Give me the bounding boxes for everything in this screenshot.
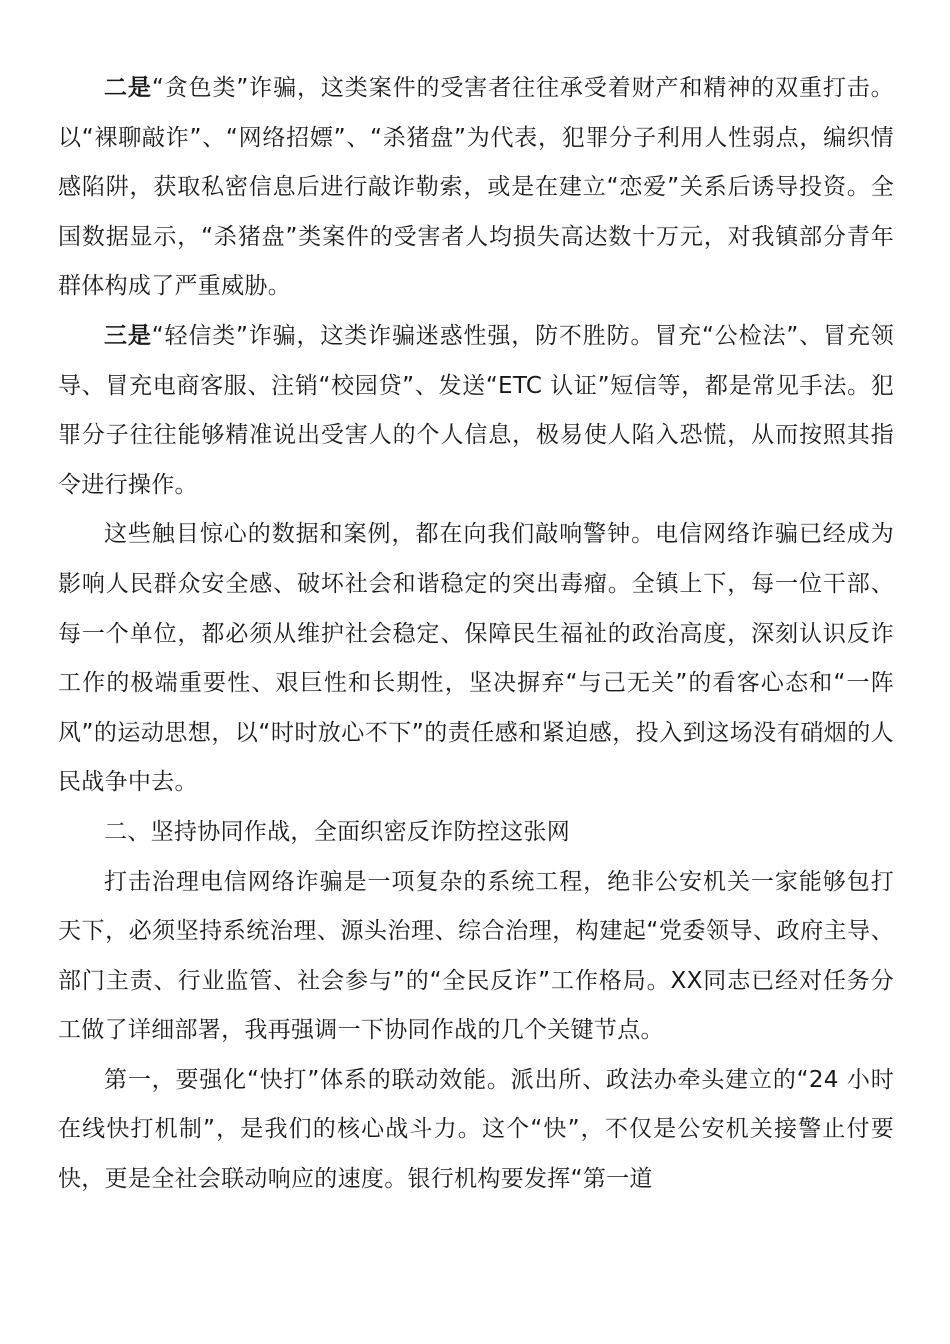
paragraph-text: 第一，要强化“快打”体系的联动效能。派出所、政法办牵头建立的“24 小时在线快打机制”，是我们的核心战斗力。这个“快”，不仅是公安机关接警止付要快，更是全社会联动响应的速度。银行机构要发挥“第一道 [58, 1066, 894, 1193]
section-heading [58, 808, 894, 858]
document-body [58, 64, 894, 1205]
paragraph-first-point [58, 1056, 894, 1205]
paragraph-lead: 三是 [104, 322, 152, 349]
paragraph-greed-fraud [58, 64, 894, 312]
paragraph-lead: 二是 [104, 75, 152, 101]
paragraph-system-governance [58, 858, 894, 1056]
paragraph-warning [58, 510, 894, 808]
paragraph-credulity-fraud [58, 312, 894, 510]
heading-text: 二、坚持协同作战，全面织密反诈防控这张网 [104, 818, 570, 845]
paragraph-text: 这些触目惊心的数据和案例，都在向我们敲响警钟。电信网络诈骗已经成为影响人民群众安全感、破坏社会和谐稳定的突出毒瘤。全镇上下，每一位干部、每一个单位，都必须从维护社会稳定、保障民生福祉的政治高度，深刻认识反诈工作的极端重要性、艰巨性和长期性，坚决摒弃“与己无关”的看客心态和“一阵风”的运动思想，以“时时放心不下”的责任感和紧迫感，投入到这场没有硝烟的人民战争中去。 [58, 521, 894, 796]
paragraph-text: “轻信类”诈骗，这类诈骗迷惑性强，防不胜防。冒充“公检法”、冒充领导、冒充电商客服、注销“校园贷”、发送“ETC 认证”短信等，都是常见手法。犯罪分子往往能够精准说出受害人的个人信息，极易使人陷入恐慌，从而按照其指令进行操作。 [58, 322, 895, 498]
paragraph-text: “贪色类”诈骗，这类案件的受害者往往承受着财产和精神的双重打击。以“裸聊敲诈”、“网络招嫖”、“杀猪盘”为代表，犯罪分子利用人性弱点，编织情感陷阱，获取私密信息后进行敲诈勒索，或是在建立“恋爱”关系后诱导投资。全国数据显示，“杀猪盘”类案件的受害者人均损失高达数十万元，对我镇部分青年群体构成了严重威胁。 [58, 75, 894, 300]
paragraph-text: 打击治理电信网络诈骗是一项复杂的系统工程，绝非公安机关一家能够包打天下，必须坚持系统治理、源头治理、综合治理，构建起“党委领导、政府主导、部门主责、行业监管、社会参与”的“全民反诈”工作格局。XX同志已经对任务分工做了详细部署，我再强调一下协同作战的几个关键节点。 [58, 868, 894, 1044]
